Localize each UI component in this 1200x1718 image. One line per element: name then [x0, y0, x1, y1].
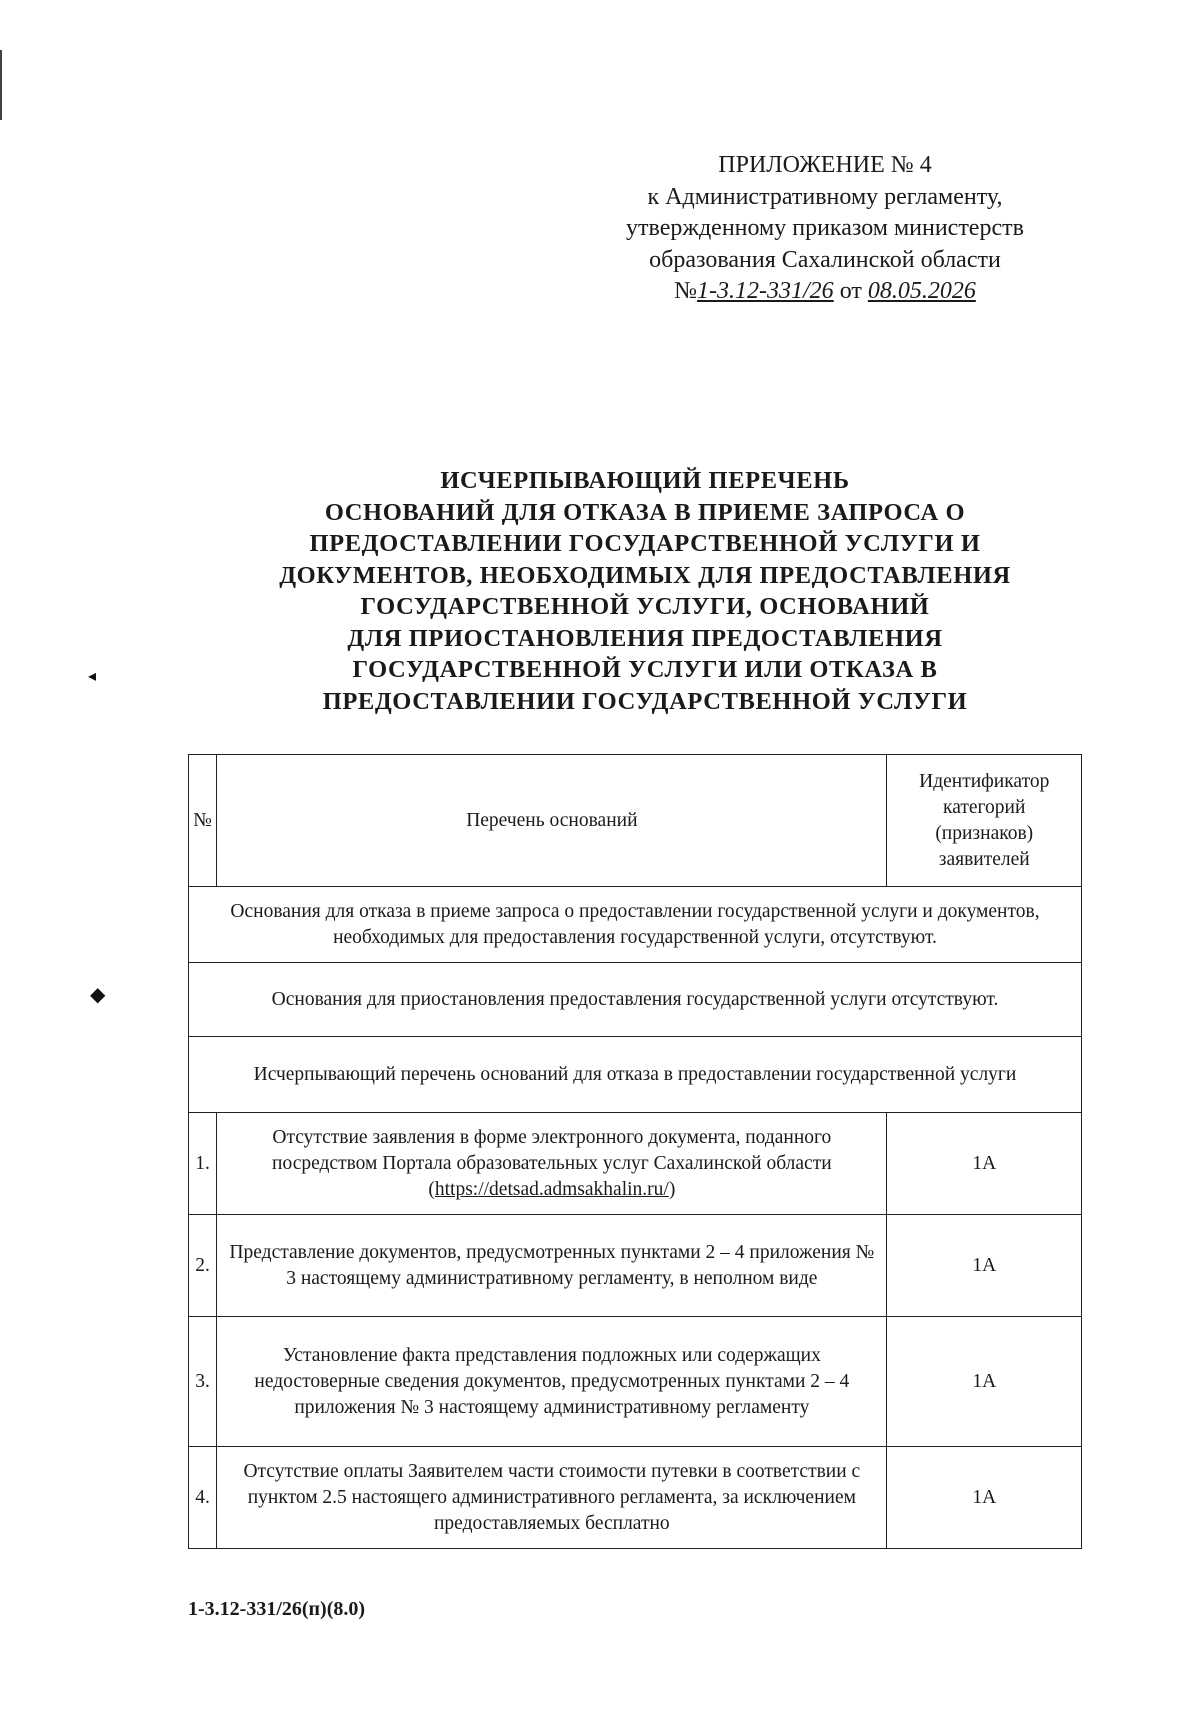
header-num: № — [189, 755, 217, 887]
section-row — [189, 1037, 1082, 1113]
section-row — [189, 963, 1082, 1037]
appendix-title: ПРИЛОЖЕНИЕ № 4 — [718, 152, 932, 178]
table-header-row — [189, 755, 1082, 887]
title-line: ОСНОВАНИЙ ДЛЯ ОТКАЗА В ПРИЕМЕ ЗАПРОСА О — [324, 498, 966, 526]
title-line: ГОСУДАРСТВЕННОЙ УСЛУГИ, ОСНОВАНИЙ — [360, 593, 930, 620]
header-list: Перечень оснований — [217, 755, 887, 887]
document-code: 1-3.12-331/26(п)(8.0) — [188, 1598, 366, 1620]
row-text-part: ) — [668, 1178, 676, 1200]
table-row — [189, 1215, 1082, 1317]
order-number-prefix: № — [674, 278, 698, 304]
row-text-part: Отсутствие заявления в форме электронного документа, поданного посредством Портала образовательных услуг Сахалинской области ( — [272, 1126, 832, 1200]
appendix-order-line — [560, 276, 1090, 308]
row-num: 2. — [189, 1215, 217, 1317]
title-line: ГОСУДАРСТВЕННОЙ УСЛУГИ ИЛИ ОТКАЗА В — [352, 656, 938, 683]
scan-speck: ◂ — [88, 666, 97, 685]
scan-speck: ◆ — [90, 982, 106, 1006]
row-category-id: 1А — [887, 1447, 1082, 1549]
order-number: 1-3.12-331/26 — [697, 278, 834, 304]
appendix-line: образования Сахалинской области — [649, 246, 1001, 273]
title-line: ПРЕДОСТАВЛЕНИИ ГОСУДАРСТВЕННОЙ УСЛУГИ — [322, 687, 968, 715]
table-row — [189, 1113, 1082, 1215]
title-line: ИСЧЕРПЫВАЮЩИЙ ПЕРЕЧЕНЬ — [440, 467, 850, 494]
appendix-header — [560, 150, 1090, 308]
order-date-prefix: от — [839, 278, 862, 304]
title-line: ДОКУМЕНТОВ, НЕОБХОДИМЫХ ДЛЯ ПРЕДОСТАВЛЕНИЯ — [279, 561, 1011, 589]
section-no-suspension: Основания для приостановления предоставления государственной услуги отсутствуют. — [189, 963, 1082, 1037]
row-text: Установление факта представления подложных или содержащих недостоверные сведения документов, предусмотренных пунктами 2 – 4 приложения № 3 настоящему административному регламенту — [217, 1317, 887, 1447]
scan-edge-mark — [0, 50, 2, 120]
header-id: Идентификатор категорий (признаков) заявителей — [887, 755, 1082, 887]
section-row — [189, 887, 1082, 963]
title-line: ДЛЯ ПРИОСТАНОВЛЕНИЯ ПРЕДОСТАВЛЕНИЯ — [347, 624, 943, 652]
appendix-line: утвержденному приказом министерств — [626, 215, 1024, 241]
row-text — [217, 1113, 887, 1215]
row-text: Отсутствие оплаты Заявителем части стоимости путевки в соответствии с пунктом 2.5 настоящего административного регламента, за исключением предоставляемых бесплатно — [217, 1447, 887, 1549]
table-row — [189, 1447, 1082, 1549]
row-category-id: 1А — [887, 1215, 1082, 1317]
grounds-table — [188, 754, 1082, 1549]
table-row — [189, 1317, 1082, 1447]
section-refusal-list: Исчерпывающий перечень оснований для отказа в предоставлении государственной услуги — [189, 1037, 1082, 1113]
document-title — [220, 465, 1070, 717]
row-num: 3. — [189, 1317, 217, 1447]
row-text: Представление документов, предусмотренных пунктами 2 – 4 приложения № 3 настоящему административному регламенту, в неполном виде — [217, 1215, 887, 1317]
row-num: 1. — [189, 1113, 217, 1215]
row-category-id: 1А — [887, 1113, 1082, 1215]
row-num: 4. — [189, 1447, 217, 1549]
title-line: ПРЕДОСТАВЛЕНИИ ГОСУДАРСТВЕННОЙ УСЛУГИ И — [309, 530, 981, 557]
order-date: 08.05.2026 — [867, 278, 976, 304]
row-category-id: 1А — [887, 1317, 1082, 1447]
portal-link[interactable]: https://detsad.admsakhalin.ru/ — [434, 1178, 669, 1200]
appendix-line: к Административному регламенту, — [647, 183, 1003, 210]
section-no-refusal: Основания для отказа в приеме запроса о предоставлении государственной услуги и документов, необходимых для предоставления государственной услуги, отсутствуют. — [189, 887, 1082, 963]
